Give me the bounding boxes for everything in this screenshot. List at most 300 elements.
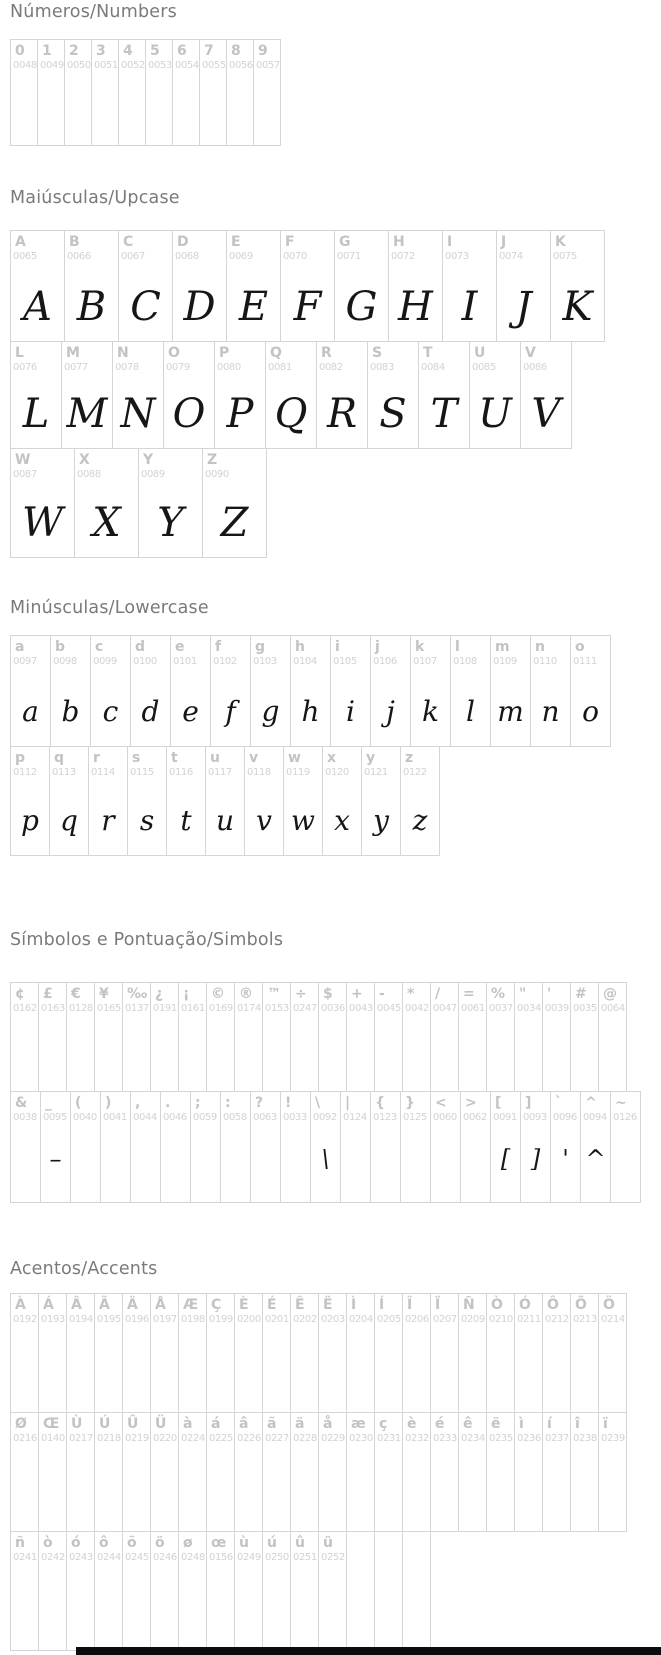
glyph-cell xyxy=(210,635,251,747)
glyph-cell xyxy=(166,746,206,856)
glyph-cell xyxy=(38,982,67,1092)
glyph-cell xyxy=(253,39,281,146)
glyph-cell xyxy=(550,230,605,342)
glyph-row xyxy=(11,746,661,856)
cell-char-label: ï xyxy=(603,1416,608,1432)
cell-unicode-label: 0049 xyxy=(40,60,64,71)
cell-unicode-label: 0074 xyxy=(499,251,523,262)
cell-char-label: < xyxy=(435,1095,447,1111)
cell-char-label: t xyxy=(171,750,178,766)
cell-char-label: 0 xyxy=(15,43,25,59)
cell-unicode-label: 0225 xyxy=(209,1433,233,1444)
glyph-cell xyxy=(163,341,215,449)
bottom-banner-bar xyxy=(76,1647,661,1655)
cell-glyph: R xyxy=(326,391,358,437)
glyph-cell xyxy=(402,1531,431,1651)
cell-unicode-label: 0047 xyxy=(433,1003,457,1014)
cell-unicode-label: 0086 xyxy=(523,362,547,373)
cell-char-label: i xyxy=(335,639,340,655)
cell-glyph: m xyxy=(497,695,524,728)
cell-unicode-label: 0083 xyxy=(370,362,394,373)
cell-unicode-label: 0245 xyxy=(125,1552,149,1563)
cell-char-label: f xyxy=(215,639,222,655)
glyph-cell xyxy=(374,1531,403,1651)
cell-unicode-label: 0191 xyxy=(153,1003,177,1014)
glyph-cell xyxy=(402,1412,431,1532)
cell-char-label: & xyxy=(15,1095,28,1111)
glyph-cell xyxy=(234,1531,263,1651)
glyph-cell xyxy=(10,39,38,146)
glyph-cell xyxy=(178,1412,207,1532)
cell-char-label: h xyxy=(295,639,305,655)
cell-char-label: c xyxy=(95,639,104,655)
cell-char-label: Ï xyxy=(435,1297,441,1313)
cell-glyph: f xyxy=(225,695,236,728)
cell-unicode-label: 0126 xyxy=(613,1112,637,1123)
section-title: Símbolos e Pontuação/Simbols xyxy=(10,930,284,950)
cell-unicode-label: 0039 xyxy=(545,1003,569,1014)
cell-unicode-label: 0072 xyxy=(391,251,415,262)
glyph-cell xyxy=(150,1293,179,1413)
cell-char-label: { xyxy=(375,1095,385,1111)
glyph-cell xyxy=(542,982,571,1092)
glyph-cell xyxy=(160,1091,191,1203)
glyph-cell xyxy=(130,635,171,747)
glyph-cell xyxy=(262,1412,291,1532)
cell-glyph: M xyxy=(66,391,108,437)
cell-glyph: \ xyxy=(321,1145,330,1173)
cell-unicode-label: 0097 xyxy=(13,656,37,667)
cell-unicode-label: 0071 xyxy=(337,251,361,262)
cell-char-label: d xyxy=(135,639,146,655)
section-lowercase xyxy=(0,598,661,856)
cell-char-label: Ë xyxy=(323,1297,333,1313)
cell-unicode-label: 0084 xyxy=(421,362,445,373)
glyph-cell xyxy=(346,1412,375,1532)
cell-char-label: Ö xyxy=(603,1297,615,1313)
cell-char-label: ù xyxy=(239,1535,249,1551)
glyph-cell xyxy=(130,1091,161,1203)
cell-unicode-label: 0059 xyxy=(193,1112,217,1123)
glyph-cell xyxy=(265,341,317,449)
cell-char-label: Å xyxy=(155,1297,166,1313)
cell-glyph: Z xyxy=(220,500,249,546)
glyph-cell xyxy=(138,448,203,558)
cell-char-label: S xyxy=(372,345,383,361)
glyph-cell xyxy=(290,635,331,747)
cell-unicode-label: 0099 xyxy=(93,656,117,667)
cell-char-label: É xyxy=(267,1297,277,1313)
cell-char-label: Ò xyxy=(491,1297,503,1313)
cell-char-label: } xyxy=(405,1095,415,1111)
cell-unicode-label: 0048 xyxy=(13,60,37,71)
cell-glyph: n xyxy=(541,695,560,728)
cell-char-label: s xyxy=(132,750,141,766)
section-title: Acentos/Accents xyxy=(10,1259,158,1279)
cell-unicode-label: 0051 xyxy=(94,60,118,71)
glyph-cell xyxy=(262,1293,291,1413)
cell-char-label: ó xyxy=(71,1535,81,1551)
glyph-cell xyxy=(122,1412,151,1532)
cell-char-label: 6 xyxy=(177,43,187,59)
cell-char-label: o xyxy=(575,639,585,655)
glyph-row xyxy=(11,982,661,1092)
cell-char-label: û xyxy=(295,1535,305,1551)
cell-char-label: 3 xyxy=(96,43,106,59)
glyph-cell xyxy=(346,982,375,1092)
cell-unicode-label: 0125 xyxy=(403,1112,427,1123)
cell-unicode-label: 0106 xyxy=(373,656,397,667)
cell-char-label: 2 xyxy=(69,43,79,59)
cell-glyph: ^ xyxy=(585,1145,606,1173)
cell-unicode-label: 0194 xyxy=(69,1314,93,1325)
glyph-cell xyxy=(361,746,401,856)
glyph-cell xyxy=(206,982,235,1092)
cell-unicode-label: 0195 xyxy=(97,1314,121,1325)
glyph-cell xyxy=(150,1412,179,1532)
cell-char-label: R xyxy=(321,345,332,361)
cell-char-label: Y xyxy=(143,452,154,468)
glyph-cell xyxy=(283,746,323,856)
cell-char-label: ‰ xyxy=(127,986,148,1002)
cell-char-label: ç xyxy=(379,1416,388,1432)
cell-char-label: ® xyxy=(239,986,253,1002)
glyph-cell xyxy=(514,1412,543,1532)
glyph-cell xyxy=(330,635,371,747)
cell-glyph: l xyxy=(466,695,475,728)
cell-glyph: b xyxy=(61,695,80,728)
cell-char-label: P xyxy=(219,345,230,361)
cell-char-label: ? xyxy=(255,1095,264,1111)
cell-unicode-label: 0248 xyxy=(181,1552,205,1563)
cell-unicode-label: 0098 xyxy=(53,656,77,667)
cell-unicode-label: 0199 xyxy=(209,1314,233,1325)
glyph-cell xyxy=(318,982,347,1092)
cell-glyph: F xyxy=(293,284,322,330)
glyph-cell xyxy=(316,341,368,449)
cell-unicode-label: 0211 xyxy=(517,1314,541,1325)
cell-char-label: Ã xyxy=(99,1297,110,1313)
cell-glyph: s xyxy=(139,804,155,837)
cell-char-label: : xyxy=(225,1095,231,1111)
cell-unicode-label: 0246 xyxy=(153,1552,177,1563)
cell-glyph: K xyxy=(562,284,593,330)
glyph-cell xyxy=(122,1293,151,1413)
cell-glyph: h xyxy=(301,695,320,728)
cell-glyph: t xyxy=(180,804,192,837)
cell-glyph: H xyxy=(398,284,433,330)
glyph-cell xyxy=(234,1412,263,1532)
cell-char-label: F xyxy=(285,234,295,250)
cell-unicode-label: 0250 xyxy=(265,1552,289,1563)
glyph-cell xyxy=(570,1293,599,1413)
section-title: Números/Numbers xyxy=(10,2,177,22)
cell-char-label: = xyxy=(463,986,475,1002)
section-symbols xyxy=(0,930,661,1203)
glyph-cell xyxy=(145,39,173,146)
cell-unicode-label: 0233 xyxy=(433,1433,457,1444)
cell-unicode-label: 0042 xyxy=(405,1003,429,1014)
cell-unicode-label: 0076 xyxy=(13,362,37,373)
cell-char-label: k xyxy=(415,639,425,655)
glyph-cell xyxy=(202,448,267,558)
glyph-cell xyxy=(10,1293,39,1413)
glyph-cell xyxy=(94,1293,123,1413)
glyph-cell xyxy=(542,1412,571,1532)
cell-char-label: N xyxy=(117,345,129,361)
cell-unicode-label: 0093 xyxy=(523,1112,547,1123)
cell-unicode-label: 0034 xyxy=(517,1003,541,1014)
glyph-cell xyxy=(430,1091,461,1203)
glyph-cell xyxy=(37,39,65,146)
cell-unicode-label: 0228 xyxy=(293,1433,317,1444)
cell-unicode-label: 0060 xyxy=(433,1112,457,1123)
cell-char-label: è xyxy=(407,1416,417,1432)
glyph-cell xyxy=(61,341,113,449)
glyph-cell xyxy=(40,1091,71,1203)
glyph-cell xyxy=(250,1091,281,1203)
cell-unicode-label: 0115 xyxy=(130,767,154,778)
glyph-cell xyxy=(290,982,319,1092)
glyph-cell xyxy=(10,341,62,449)
cell-glyph: A xyxy=(23,284,52,330)
glyph-cell xyxy=(496,230,551,342)
glyph-cell xyxy=(486,1412,515,1532)
cell-unicode-label: 0247 xyxy=(293,1003,317,1014)
cell-char-label: # xyxy=(575,986,587,1002)
cell-char-label xyxy=(347,1532,374,1551)
cell-unicode-label: 0103 xyxy=(253,656,277,667)
glyph-cell xyxy=(514,982,543,1092)
cell-unicode-label: 0109 xyxy=(493,656,517,667)
cell-char-label: / xyxy=(435,986,441,1002)
cell-char-label: - xyxy=(379,986,385,1002)
cell-unicode-label: 0113 xyxy=(52,767,76,778)
cell-glyph: [ xyxy=(500,1145,511,1173)
cell-unicode-label: 0124 xyxy=(343,1112,367,1123)
glyph-row xyxy=(11,448,661,558)
cell-char-label: , xyxy=(135,1095,141,1111)
cell-char-label: ø xyxy=(183,1535,193,1551)
glyph-cell xyxy=(469,341,521,449)
cell-char-label: Õ xyxy=(575,1297,587,1313)
cell-unicode-label: 0052 xyxy=(121,60,145,71)
glyph-row xyxy=(11,230,661,342)
section-uppercase xyxy=(0,188,661,558)
glyph-cell xyxy=(400,1091,431,1203)
cell-char-label: 5 xyxy=(150,43,160,59)
cell-unicode-label: 0073 xyxy=(445,251,469,262)
cell-glyph: r xyxy=(101,804,115,837)
cell-glyph: p xyxy=(21,804,39,837)
glyph-cell xyxy=(214,341,266,449)
cell-char-label: m xyxy=(495,639,510,655)
cell-unicode-label: 0234 xyxy=(461,1433,485,1444)
cell-unicode-label: 0242 xyxy=(41,1552,65,1563)
cell-char-label: Â xyxy=(71,1297,82,1313)
cell-unicode-label: 0101 xyxy=(173,656,197,667)
cell-char-label: X xyxy=(79,452,90,468)
cell-char-label: j xyxy=(375,639,380,655)
glyph-cell xyxy=(550,1091,581,1203)
glyph-cell xyxy=(100,1091,131,1203)
cell-char-label: x xyxy=(327,750,337,766)
cell-char-label: Æ xyxy=(183,1297,199,1313)
cell-unicode-label: 0162 xyxy=(13,1003,37,1014)
cell-unicode-label: 0111 xyxy=(573,656,597,667)
cell-unicode-label: 0065 xyxy=(13,251,37,262)
glyph-cell xyxy=(66,1531,95,1651)
cell-glyph: a xyxy=(22,695,39,728)
cell-char-label: ë xyxy=(491,1416,501,1432)
cell-char-label: ¿ xyxy=(155,986,164,1002)
glyph-cell xyxy=(150,1531,179,1651)
cell-char-label: W xyxy=(15,452,31,468)
glyph-cell xyxy=(374,982,403,1092)
cell-unicode-label: 0239 xyxy=(601,1433,625,1444)
cell-char-label: œ xyxy=(211,1535,227,1551)
cell-unicode-label: 0238 xyxy=(573,1433,597,1444)
cell-unicode-label: 0038 xyxy=(13,1112,37,1123)
cell-unicode-label: 0089 xyxy=(141,469,165,480)
cell-glyph: x xyxy=(334,804,350,837)
cell-unicode-label: 0201 xyxy=(265,1314,289,1325)
cell-char-label: ( xyxy=(75,1095,82,1111)
cell-char-label: Ø xyxy=(15,1416,27,1432)
cell-char-label: ™ xyxy=(267,986,281,1002)
cell-glyph: z xyxy=(412,804,428,837)
glyph-cell xyxy=(570,982,599,1092)
cell-char-label: E xyxy=(231,234,241,250)
cell-unicode-label: 0230 xyxy=(349,1433,373,1444)
glyph-cell xyxy=(91,39,119,146)
cell-unicode-label: 0094 xyxy=(583,1112,607,1123)
glyph-cell xyxy=(94,1531,123,1651)
glyph-cell xyxy=(520,341,572,449)
cell-glyph: u xyxy=(215,804,235,837)
cell-char-label: Œ xyxy=(43,1416,60,1432)
glyph-row xyxy=(11,1091,661,1203)
cell-unicode-label: 0091 xyxy=(493,1112,517,1123)
cell-unicode-label: 0237 xyxy=(545,1433,569,1444)
cell-glyph: O xyxy=(172,391,206,437)
cell-unicode-label: 0088 xyxy=(77,469,101,480)
cell-unicode-label: 0105 xyxy=(333,656,357,667)
cell-unicode-label: 0033 xyxy=(283,1112,307,1123)
cell-unicode-label: 0040 xyxy=(73,1112,97,1123)
cell-char-label: U xyxy=(474,345,486,361)
glyph-cell xyxy=(190,1091,221,1203)
glyph-cell xyxy=(10,1531,39,1651)
glyph-cell xyxy=(486,982,515,1092)
glyph-cell xyxy=(178,1531,207,1651)
cell-char-label: L xyxy=(15,345,24,361)
cell-char-label: % xyxy=(491,986,506,1002)
glyph-cell xyxy=(458,982,487,1092)
cell-char-label: à xyxy=(183,1416,193,1432)
cell-char-label: K xyxy=(555,234,566,250)
cell-char-label: D xyxy=(177,234,189,250)
glyph-cell xyxy=(322,746,362,856)
cell-unicode-label: 0213 xyxy=(573,1314,597,1325)
glyph-cell xyxy=(280,230,335,342)
cell-char-label: Ó xyxy=(519,1297,531,1313)
glyph-cell xyxy=(370,1091,401,1203)
cell-unicode-label: 0216 xyxy=(13,1433,37,1444)
cell-char-label: n xyxy=(535,639,545,655)
cell-char-label: " xyxy=(519,986,527,1002)
glyph-row xyxy=(11,341,661,449)
glyph-cell xyxy=(122,1531,151,1651)
cell-unicode-label: 0057 xyxy=(256,60,280,71)
cell-unicode-label: 0232 xyxy=(405,1433,429,1444)
cell-unicode-label: 0224 xyxy=(181,1433,205,1444)
cell-unicode-label: 0062 xyxy=(463,1112,487,1123)
glyph-cell xyxy=(367,341,419,449)
cell-char-label: Ä xyxy=(127,1297,138,1313)
cell-char-label: y xyxy=(366,750,376,766)
cell-glyph: v xyxy=(256,804,272,837)
cell-unicode-label: 0244 xyxy=(97,1552,121,1563)
cell-char-label: Ç xyxy=(211,1297,222,1313)
cell-char-label: H xyxy=(393,234,405,250)
glyph-cell xyxy=(402,1293,431,1413)
cell-char-label: w xyxy=(288,750,301,766)
glyph-cell xyxy=(170,635,211,747)
cell-glyph: X xyxy=(92,500,121,546)
cell-char-label: £ xyxy=(43,986,53,1002)
glyph-cell xyxy=(430,982,459,1092)
cell-unicode-label: 0082 xyxy=(319,362,343,373)
glyph-cell xyxy=(318,1412,347,1532)
cell-unicode-label: 0096 xyxy=(553,1112,577,1123)
cell-unicode-label: 0110 xyxy=(533,656,557,667)
cell-char-label: é xyxy=(435,1416,445,1432)
cell-glyph: Y xyxy=(157,500,184,546)
cell-char-label: \ xyxy=(315,1095,321,1111)
cell-unicode-label: 0095 xyxy=(43,1112,67,1123)
cell-unicode-label: 0205 xyxy=(377,1314,401,1325)
glyph-cell xyxy=(122,982,151,1092)
cell-char-label: ä xyxy=(295,1416,305,1432)
cell-char-label: ¡ xyxy=(183,986,190,1002)
cell-unicode-label: 0137 xyxy=(125,1003,149,1014)
cell-char-label: î xyxy=(575,1416,580,1432)
cell-char-label: [ xyxy=(495,1095,502,1111)
cell-char-label: ; xyxy=(195,1095,201,1111)
cell-unicode-label: 0067 xyxy=(121,251,145,262)
cell-char-label: À xyxy=(15,1297,26,1313)
cell-unicode-label: 0204 xyxy=(349,1314,373,1325)
cell-char-label: Ú xyxy=(99,1416,111,1432)
cell-char-label: p xyxy=(15,750,26,766)
cell-unicode-label: 0055 xyxy=(202,60,226,71)
glyph-cell xyxy=(199,39,227,146)
cell-unicode-label: 0252 xyxy=(321,1552,345,1563)
glyph-cell xyxy=(206,1293,235,1413)
glyph-cell xyxy=(442,230,497,342)
cell-unicode-label: 0116 xyxy=(169,767,193,778)
cell-unicode-label: 0081 xyxy=(268,362,292,373)
cell-char-label: I xyxy=(447,234,453,250)
glyph-cell xyxy=(226,39,254,146)
cell-unicode-label: 0054 xyxy=(175,60,199,71)
cell-char-label: z xyxy=(405,750,414,766)
cell-char-label: G xyxy=(339,234,351,250)
cell-glyph: q xyxy=(60,804,78,837)
cell-unicode-label: 0218 xyxy=(97,1433,121,1444)
glyph-cell xyxy=(580,1091,611,1203)
